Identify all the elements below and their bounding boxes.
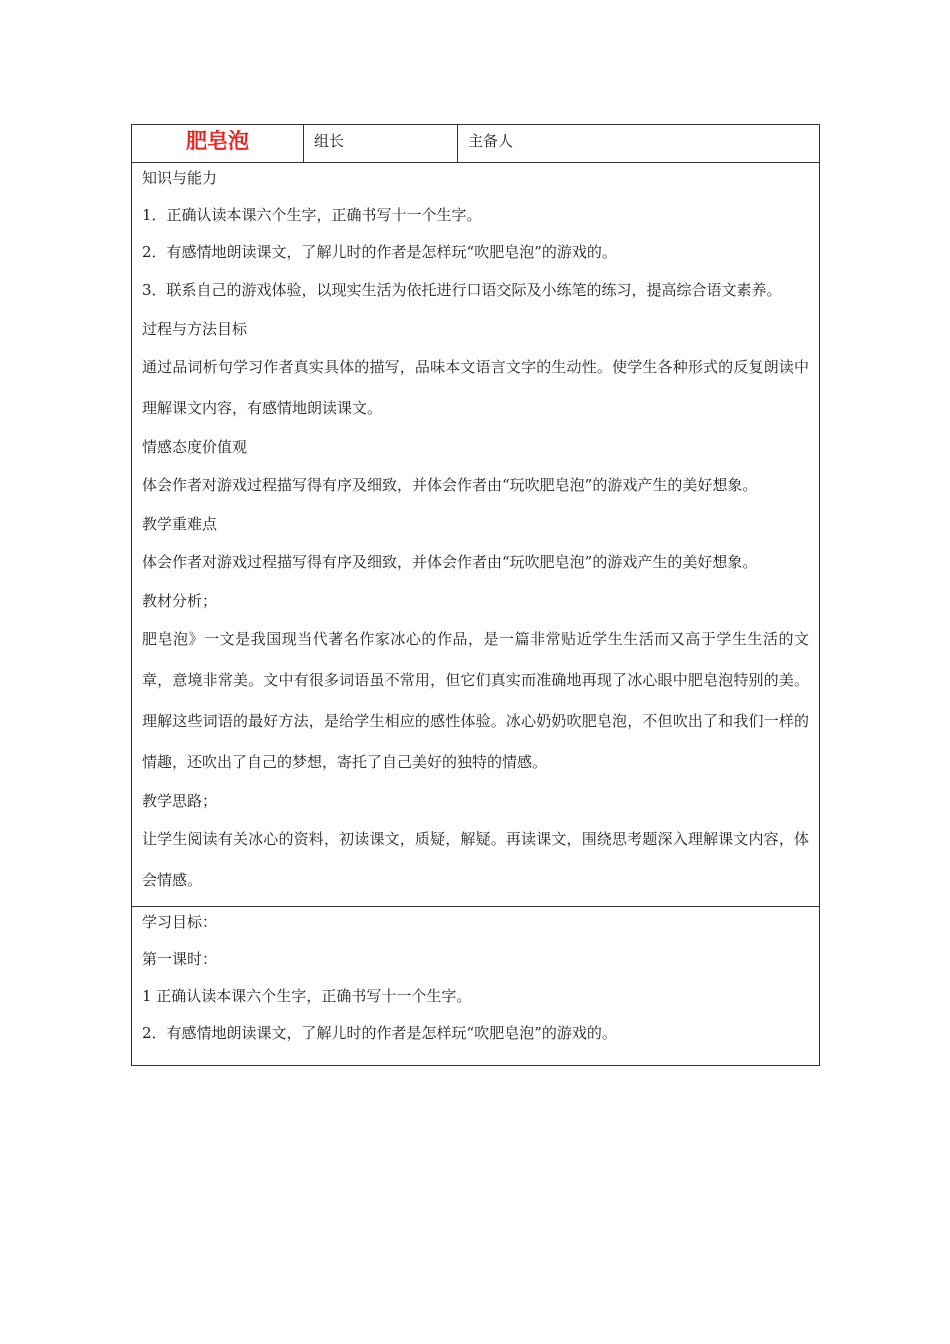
preparer-cell: [458, 125, 820, 163]
lesson-title: 肥皂泡: [186, 129, 249, 153]
leader-label: 组长: [314, 132, 345, 150]
lesson-plan-table: [131, 124, 820, 1066]
knowledge-item-3: 3．联系自己的游戏体验，以现实生活为依托进行口语交际及小练笔的练习，提高综合语文素养。: [142, 281, 782, 299]
approach-heading: 教学思路；: [142, 792, 218, 810]
objectives-cell: [132, 907, 820, 1066]
material-heading: 教材分析；: [142, 592, 218, 610]
key-text: 体会作者对游戏过程描写得有序及细致，并体会作者由“玩吹肥皂泡”的游戏产生的美好想象。: [142, 553, 758, 571]
knowledge-item-1: 1．正确认读本课六个生字，正确书写十一个生字。: [142, 206, 482, 224]
objectives-row: [132, 907, 820, 1066]
process-heading: 过程与方法目标: [142, 320, 248, 338]
material-text: 肥皂泡》一文是我国现当代著名作家冰心的作品，是一篇非常贴近学生生活而又高于学生生活的文章，意境非常美。文中有很多词语虽不常用，但它们真实而准确地再现了冰心眼中肥皂泡特别的美。理解这些词语的最好方法，是给学生相应的感性体验。冰心奶奶吹肥皂泡，不但吹出了和我们一样的情趣，还吹出了自己的梦想，寄托了自己美好的独特的情感。: [142, 630, 809, 771]
leader-cell: [304, 125, 458, 163]
knowledge-heading: 知识与能力: [142, 169, 218, 187]
knowledge-item-2: 2．有感情地朗读课文，了解儿时的作者是怎样玩“吹肥皂泡”的游戏的。: [142, 243, 617, 261]
lesson-heading: 第一课时：: [142, 950, 218, 968]
approach-text: 让学生阅读有关冰心的资料，初读课文，质疑，解疑。再读课文，围绕思考题深入理解课文内容，体会情感。: [142, 830, 809, 889]
emotion-text: 体会作者对游戏过程描写得有序及细致，并体会作者由“玩吹肥皂泡”的游戏产生的美好想象。: [142, 476, 758, 494]
objective-item-2: 2．有感情地朗读课文，了解儿时的作者是怎样玩“吹肥皂泡”的游戏的。: [142, 1024, 617, 1042]
emotion-heading: 情感态度价值观: [142, 438, 248, 456]
goals-cell: [132, 163, 820, 907]
key-heading: 教学重难点: [142, 515, 218, 533]
header-row: [132, 125, 820, 163]
preparer-label: 主备人: [468, 132, 514, 150]
goals-row: [132, 163, 820, 907]
title-cell: [132, 125, 304, 163]
objective-item-1: 1 正确认读本课六个生字，正确书写十一个生字。: [142, 987, 472, 1005]
objectives-heading: 学习目标：: [142, 913, 218, 931]
process-text: 通过品词析句学习作者真实具体的描写，品味本文语言文字的生动性。使学生各种形式的反复朗读中理解课文内容，有感情地朗读课文。: [142, 358, 809, 417]
